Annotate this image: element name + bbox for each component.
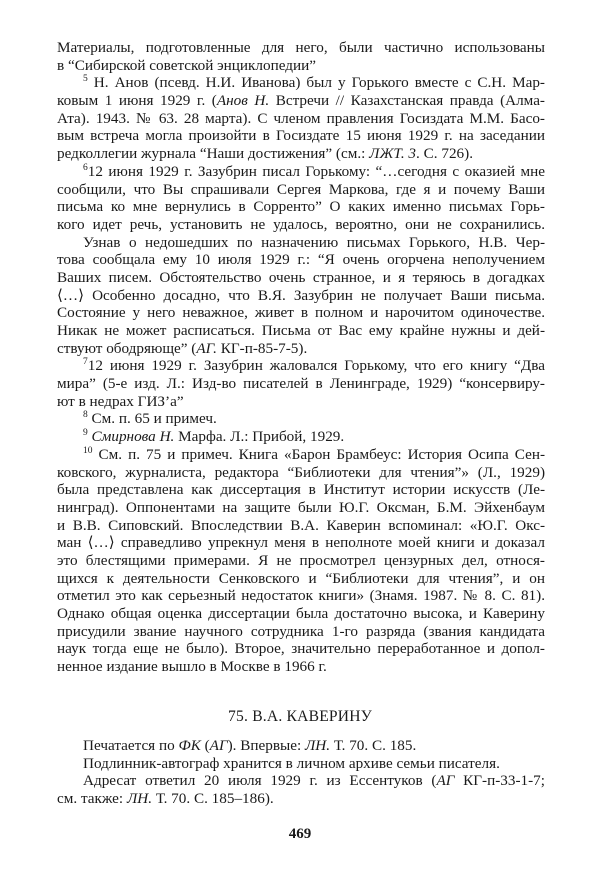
text-segment: ковского, журналиста, редактора “Библиотеки для чтения”» (Л., 1929) [57, 463, 545, 481]
text-line [57, 357, 545, 375]
section-body [57, 737, 545, 808]
text-segment: ( [200, 737, 210, 754]
text-segment: Ваших писем. Обстоятельство очень странное, и я теряюсь в догадках [57, 268, 545, 286]
text-segment: кого идет речь, установить не удалось, вероятно, они не сохранились. [57, 215, 545, 233]
text-segment: в “Сибирской советской энциклопедии” [57, 56, 316, 74]
text-segment: Ата). 1943. № 63. 28 марта). С членом правления Госиздата М.М. Басо- [57, 109, 545, 127]
text-line [57, 92, 545, 110]
text-line [57, 605, 545, 623]
text-line [57, 658, 545, 676]
text-segment: ⟨…⟩ Особенно досадно, что В.Я. Зазубрин не получает Ваши письма. [57, 286, 545, 304]
text-segment: 12 июня 1929 г. Зазубрин писал Горькому: “…сегодня с оказией мне [87, 162, 545, 180]
text-line [57, 216, 545, 234]
text-line [57, 269, 545, 287]
text-segment: ствуют ободряюще” ( [57, 339, 197, 357]
text-line [57, 163, 545, 181]
text-segment: Материалы, подготовленные для него, были частично использованы [57, 39, 545, 56]
text-segment: щихся к деятельности Сенковского и “Библиотеки для чтения”, и он [57, 569, 545, 587]
text-segment: това сообщала ему 10 июля 1929 г.: “Я очень огорчена неполучением [57, 251, 545, 269]
text-segment: см. также: [57, 790, 127, 808]
text-segment: Узнав о недошедших по назначению письмах Горького, Н.В. Чер- [83, 233, 545, 251]
text-segment: наук тогда еще не было). Второе, значительно переработанное и допол- [57, 640, 545, 658]
text-line [57, 772, 545, 790]
footnote-marker: 5 [83, 74, 88, 85]
text-line [57, 322, 545, 340]
text-line [57, 127, 545, 145]
text-segment: АГ [209, 737, 228, 754]
text-line [57, 737, 545, 755]
text-segment: мира” (5-е изд. Л.: Изд-во писателей в Ленинграде, 1929) “консервиру- [57, 375, 545, 393]
text-line [57, 410, 545, 428]
text-line [57, 57, 545, 75]
text-segment: Смирнова Н. [91, 428, 175, 446]
text-line [57, 534, 545, 552]
text-line [57, 287, 545, 305]
text-segment: ман ⟨…⟩ справедливо упрекнул меня в неполноте моей книги и доказал [57, 534, 545, 552]
text-line [57, 181, 545, 199]
text-line [57, 755, 545, 773]
text-segment: См. п. 75 и примеч. Книга «Барон Брамбеус: История Осипа Сен- [92, 445, 545, 463]
text-segment: Никак не может расписаться. Письма от Вас ему крайне нужны и дей- [57, 322, 545, 339]
text-line [57, 446, 545, 464]
text-segment: сообщили, что Вы спрашивали Сергея Маркова, где я и почему Ваши [57, 180, 545, 198]
text-segment: Марфа. Л.: Прибой, 1929. [174, 428, 345, 446]
text-segment: присудили звание научного сотрудника 1-го разряда (звания кандидата [57, 622, 545, 640]
footnote-marker: 10 [83, 445, 93, 456]
text-segment: ФК [178, 737, 201, 754]
text-line [57, 552, 545, 570]
text-segment: это блестящими примерами. Я не просмотрел цензурных дел, относя- [57, 551, 545, 569]
text-segment: ют в недрах ГИЗ’а” [57, 392, 184, 410]
text-segment: Адресат ответил 20 июля 1929 г. из Ессентуков ( [83, 772, 437, 790]
text-line [57, 481, 545, 499]
text-segment: Анов Н. [216, 92, 270, 110]
text-line [57, 251, 545, 269]
page-number: 469 [288, 826, 312, 842]
text-segment: вым встреча могла произойти в Госиздате 15 июня 1929 г. на заседании [57, 127, 545, 145]
text-segment: Состояние у него неважное, живет в полном и нарочитом одиночестве. [57, 304, 545, 322]
text-line [57, 145, 545, 163]
text-line [57, 499, 545, 517]
text-segment: См. п. 65 и примеч. [87, 410, 217, 428]
text-segment: Н. Анов (псевд. Н.И. Иванова) был у Горького вместе с С.Н. Мар- [87, 74, 545, 92]
text-segment: Печатается по [83, 737, 179, 754]
text-line [57, 640, 545, 658]
text-line [57, 234, 545, 252]
text-line [57, 198, 545, 216]
text-line [57, 39, 545, 57]
text-line [57, 587, 545, 605]
text-segment: ЛЖТ. 3 [369, 145, 417, 163]
text-line [57, 340, 545, 358]
text-segment: КГ-п-33-1-7; [454, 772, 545, 790]
text-segment: ковым 1 июня 1929 г. ( [57, 92, 217, 110]
text-line [57, 517, 545, 535]
text-segment: КГ-п-85-7-5). [216, 339, 308, 357]
text-line [57, 304, 545, 322]
text-line [57, 375, 545, 393]
text-segment: ). Впервые: [227, 737, 305, 754]
footnote-marker: 7 [83, 357, 88, 368]
text-line [57, 623, 545, 641]
footnote-marker: 9 [83, 428, 88, 439]
text-segment: редколлегии журнала “Наши достижения” (см.: [57, 145, 370, 163]
text-line [57, 393, 545, 411]
text-segment: . С. 726). [416, 145, 473, 163]
text-segment: Подлинник-автограф хранится в личном архиве семьи писателя. [83, 754, 500, 772]
text-segment: Т. 70. С. 185. [330, 737, 417, 754]
text-segment: нинград). Оппонентами на защите были Ю.Г. Оксман, Б.М. Эйхенбаум [57, 498, 545, 516]
text-segment: 12 июня 1929 г. Зазубрин жаловался Горькому, что его книгу “Два [87, 357, 545, 375]
footnote-marker: 6 [83, 162, 88, 173]
text-line [57, 570, 545, 588]
text-segment: ненное издание вышло в Москве в 1966 г. [57, 658, 327, 676]
text-segment: ЛН. [304, 737, 331, 754]
text-segment: письма ко мне вернулись в Сорренто” О каких именно письмах Горь- [57, 198, 545, 216]
text-segment: и В.В. Сиповский. Впоследствии В.А. Каверин вспоминал: «Ю.Г. Окс- [57, 516, 545, 534]
text-segment: Однако общая оценка диссертации была достаточно высока, и Каверину [57, 605, 545, 622]
text-segment: АГ [436, 772, 455, 790]
text-segment: была представлена как диссертация в Институт истории искусств (Ле- [57, 481, 545, 499]
notes-body [57, 39, 545, 676]
text-line [57, 464, 545, 482]
text-line [57, 790, 545, 808]
section-heading: 75. В.А. КАВЕРИНУ [228, 708, 372, 725]
text-segment: Т. 70. С. 185–186). [152, 790, 274, 808]
text-segment: Встречи // Казахстанская правда (Алма- [269, 92, 545, 110]
text-segment: отметил это как серьезный недостаток книги» (Знамя. 1987. № 8. С. 81). [57, 587, 545, 605]
text-segment: ЛН. [126, 790, 153, 808]
text-line [57, 428, 545, 446]
footnote-marker: 8 [83, 410, 88, 421]
text-segment: АГ. [196, 339, 217, 357]
text-line [57, 110, 545, 128]
text-line [57, 74, 545, 92]
